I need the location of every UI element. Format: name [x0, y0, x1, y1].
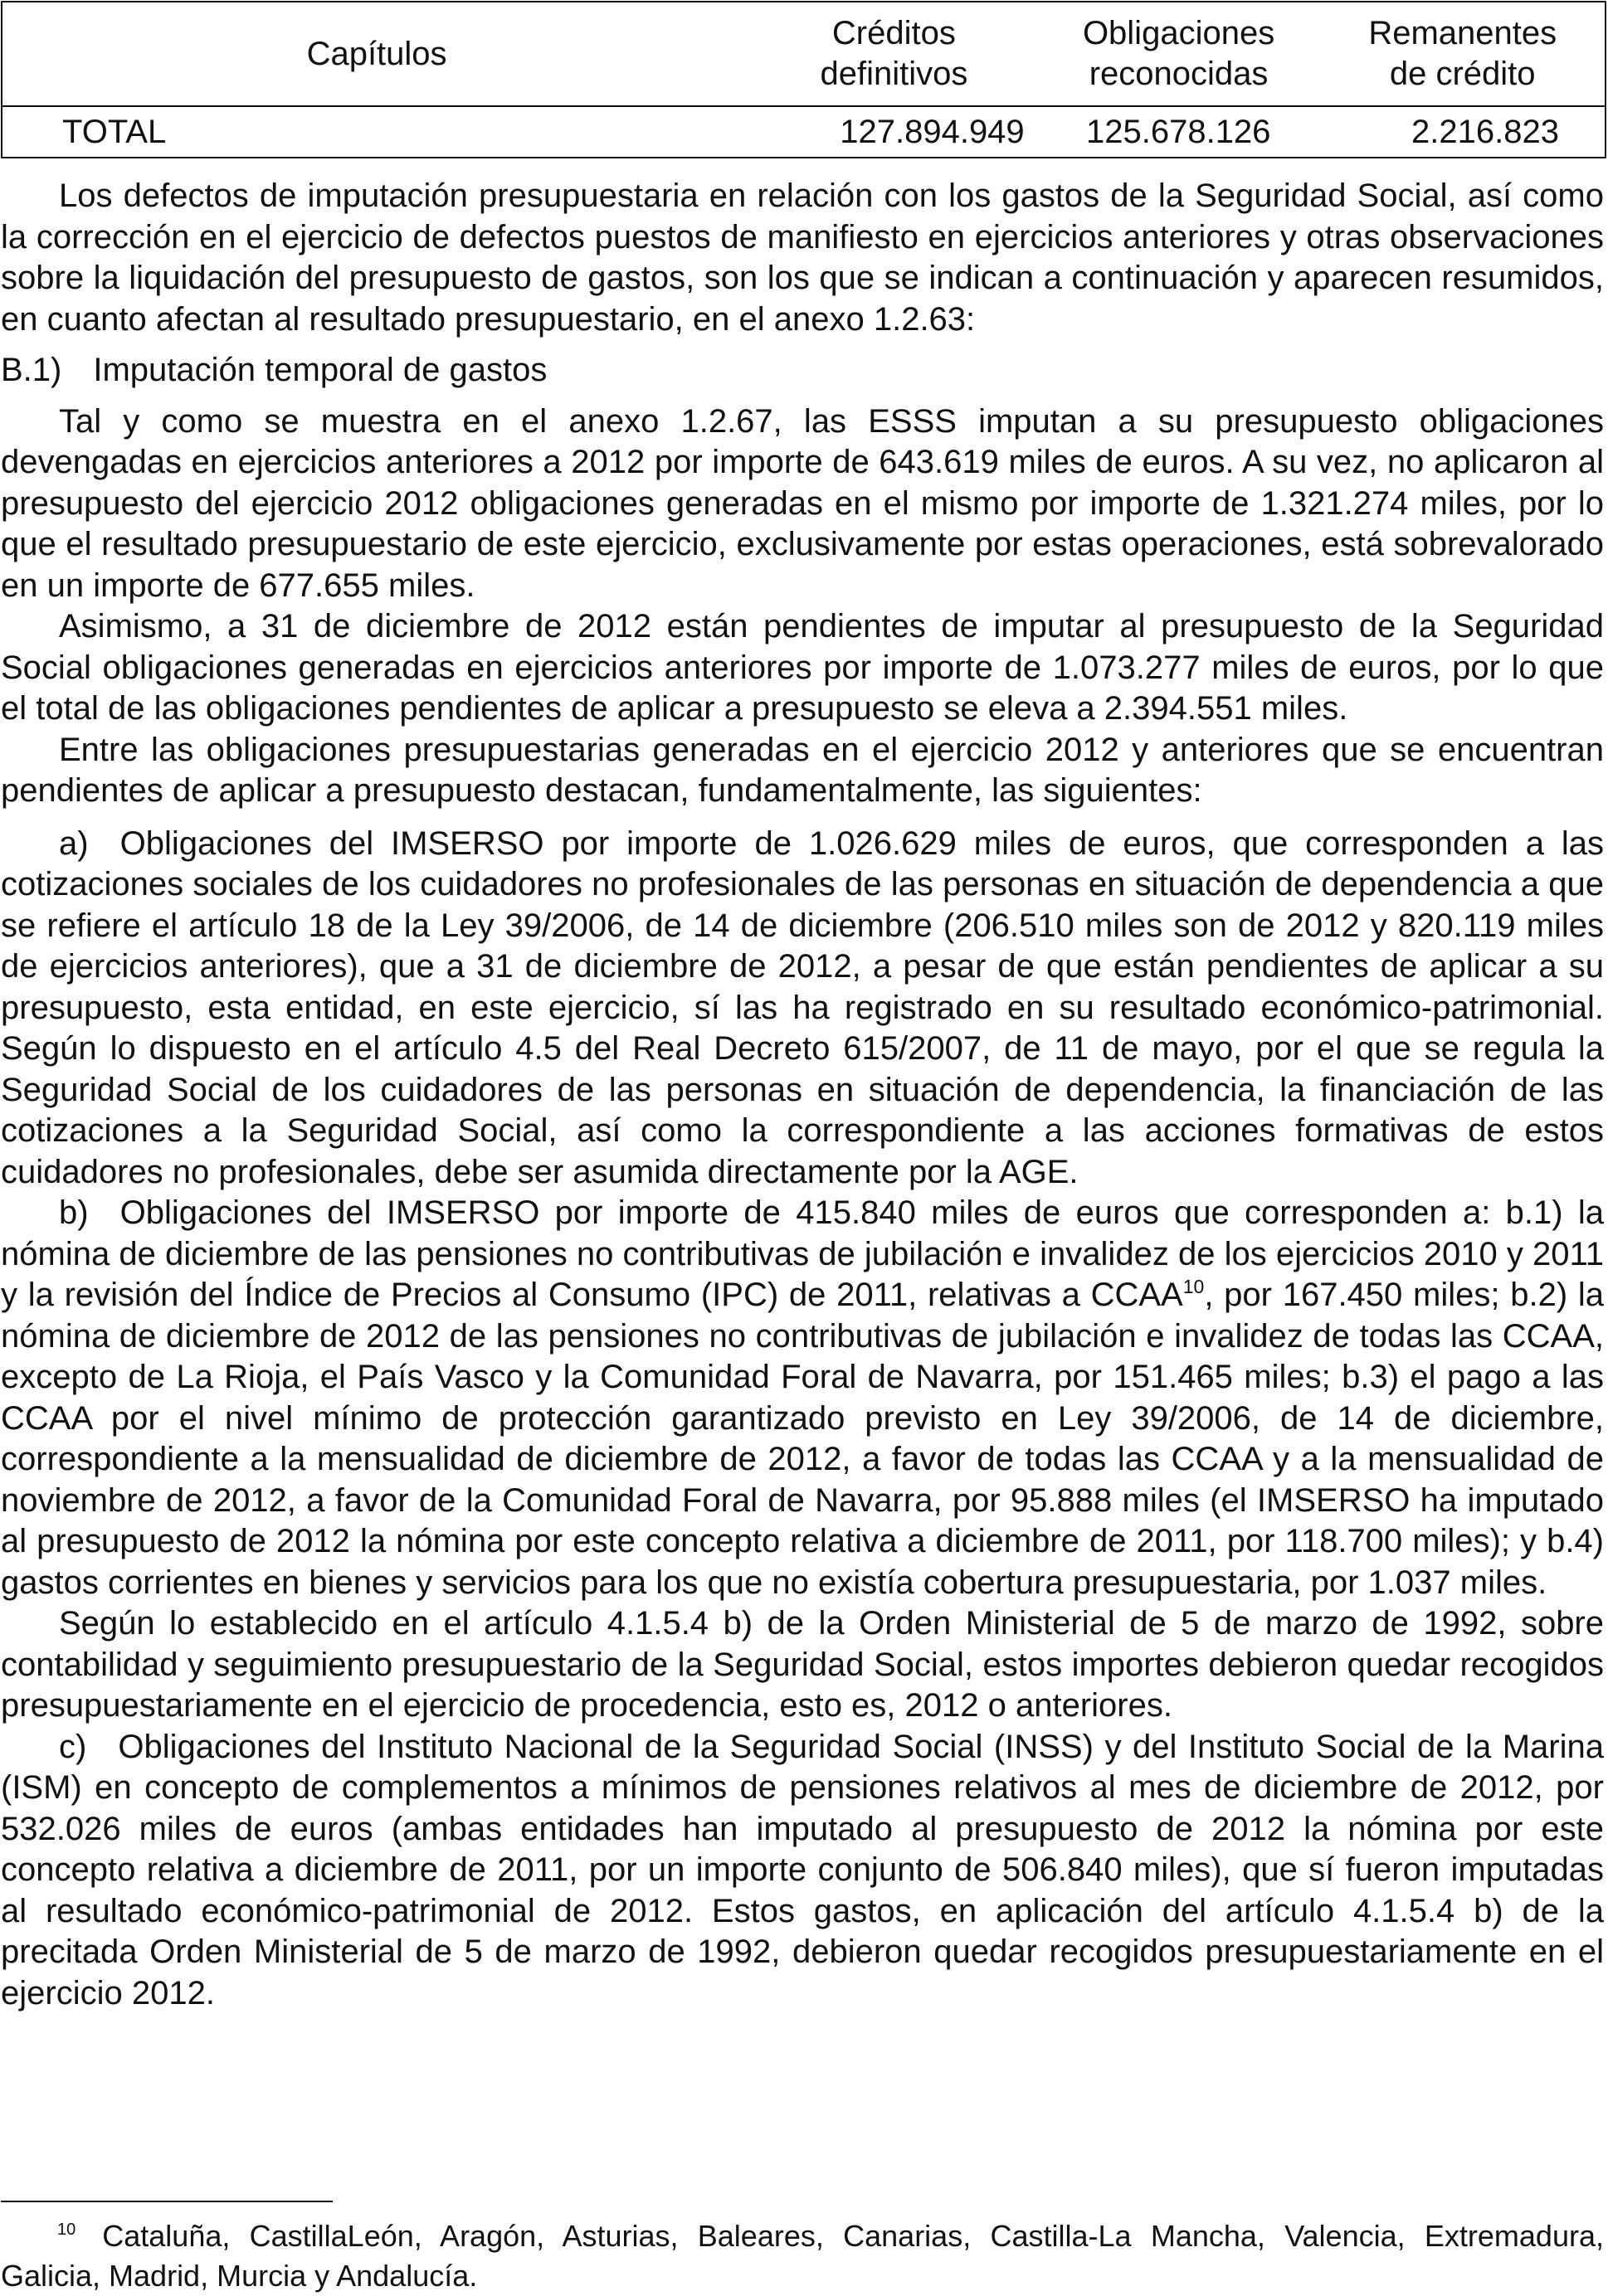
paragraph-obligaciones-destacadas: Entre las obligaciones presupuestarias generadas en el ejercicio 2012 y anteriores que se encuentran pendientes de aplicar a presupuesto destacan, fundamentalmente, las siguientes: — [1, 731, 1604, 809]
total-obligaciones-reconocidas: 125.678.126 — [1085, 114, 1271, 150]
item-b-text-1: Obligaciones del IMSERSO por importe de 415.840 miles de euros que corresponden a: b.1) la nómina de diciembre de las pensiones no contributivas de jubilación e invalidez de los ejercicios 2010 y 2011 y la revisión del Índice de Precios al Consumo (IPC) de 2011, relativas a CCAA — [1, 1194, 1604, 1313]
item-b-label: b) — [59, 1194, 89, 1231]
item-c-text: Obligaciones del Instituto Nacional de la Seguridad Social (INSS) y del Instituto Social de la Marina (ISM) en concepto de complementos a mínimos de pensiones relativos al mes de diciembre de 2012, por 532.026 miles de euros (ambas entidades han imputado al presupuesto de 2012 la nómina por este concepto relativa a diciembre de 2011, por un importe conjunto de 506.840 miles), que sí fueron imputadas al resultado económico-patrimonial de 2012. Estos gastos, en aplicación del artículo 4.1.5.4 b) de la precitada Orden Ministerial de 5 de marzo de 1992, debieron quedar recogidos presupuestariamente en el ejercicio 2012. — [1, 1728, 1604, 2011]
budget-summary-table — [1, 1, 1606, 158]
header-creditos-definitivos: Créditos definitivos — [751, 2, 1037, 106]
section-label: B.1) — [1, 352, 62, 388]
list-item-b — [1, 1193, 1604, 1603]
total-creditos-definitivos: 127.894.949 — [840, 114, 1025, 150]
paragraph-orden-ministerial: Según lo establecido en el artículo 4.1.5.4 b) de la Orden Ministerial de 5 de marzo de 1992, sobre contabilidad y seguimiento presupuestario de la Seguridad Social, estos importes debieron quedar recogidos presupuestariamente en el ejercicio de procedencia, esto es, 2012 o anteriores. — [1, 1605, 1604, 1724]
body-text — [1, 176, 1604, 2014]
section-heading — [1, 350, 1604, 392]
total-label: TOTAL — [62, 114, 167, 150]
intro-paragraph: Los defectos de imputación presupuestaria en relación con los gastos de la Seguridad Social, así como la corrección en el ejercicio de defectos puestos de manifiesto en ejercicios anteriores y otras observaciones sobre la liquidación del presupuesto de gastos, son los que se indican a continuación y aparecen resumidos, en cuanto afectan al resultado presupuestario, en el anexo 1.2.63: — [1, 178, 1604, 338]
item-a-text: Obligaciones del IMSERSO por importe de 1.026.629 miles de euros, que corresponden a las cotizaciones sociales de los cuidadores no profesionales de las personas en situación de dependencia a que se refiere el artículo 18 de la Ley 39/2006, de 14 de diciembre (206.510 miles son de 2012 y 820.119 miles de ejercicios anteriores), que a 31 de diciembre de 2012, a pesar de que están pendientes de aplicar a su presupuesto, esta entidad, en este ejercicio, sí las ha registrado en su resultado económico-patrimonial. Según lo dispuesto en el artículo 4.5 del Real Decreto 615/2007, de 11 de mayo, por el que se regula la Seguridad Social de los cuidadores de las personas en situación de dependencia, la financiación de las cotizaciones a la Seguridad Social, así como la correspondiente a las acciones formativas de estos cuidadores no profesionales, debe ser asumida directamente por la AGE. — [1, 825, 1604, 1190]
list-item-c — [1, 1727, 1604, 2015]
total-remanentes-de-credito: 2.216.823 — [1411, 114, 1559, 150]
header-obligaciones-reconocidas: Obligaciones reconocidas — [1037, 2, 1321, 106]
footnote-reference: 10 — [1182, 1276, 1205, 1297]
header-remanentes-de-credito: Remanentes de crédito — [1320, 2, 1606, 106]
paragraph-pendientes-imputar: Asimismo, a 31 de diciembre de 2012 están pendientes de imputar al presupuesto de la Seguridad Social obligaciones generadas en ejercicios anteriores por importe de 1.073.277 miles de euros, por lo que el total de las obligaciones pendientes de aplicar a presupuesto se eleva a 2.394.551 miles. — [1, 608, 1604, 727]
table-header-row — [2, 2, 1606, 106]
paragraph-anexo-1-2-67: Tal y como se muestra en el anexo 1.2.67, las ESSS imputan a su presupuesto obligaciones devengadas en ejercicios anteriores a 2012 por importe de 643.619 miles de euros. A su vez, no aplicaron al presupuesto del ejercicio 2012 obligaciones generadas en el mismo por importe de 1.321.274 miles, por lo que el resultado presupuestario de este ejercicio, exclusivamente por estas operaciones, está sobrevalorado en un importe de 677.655 miles. — [1, 402, 1604, 604]
list-item-a — [1, 824, 1604, 1194]
section-title: Imputación temporal de gastos — [93, 352, 548, 388]
footnote — [1, 2216, 1604, 2296]
item-a-label: a) — [59, 825, 89, 862]
item-c-label: c) — [59, 1728, 87, 1765]
footnote-text: Cataluña, CastillaLeón, Aragón, Asturias, Baleares, Canarias, Castilla-La Mancha, Valencia, Extremadura, Galicia, Madrid, Murcia y Andalucía. — [1, 2219, 1604, 2293]
table-row-total — [2, 106, 1606, 158]
item-b-text-2: , por 167.450 miles; b.2) la nómina de diciembre de 2012 de las pensiones no contributivas de jubilación e invalidez de todas las CCAA, excepto de La Rioja, el País Vasco y la Comunidad Foral de Navarra, por 151.465 miles; b.3) el pago a las CCAA por el nivel mínimo de protección garantizado previsto en Ley 39/2006, de 14 de diciembre, correspondiente a la mensualidad de diciembre de 2012, a favor de todas las CCAA y a la mensualidad de noviembre de 2012, a favor de la Comunidad Foral de Navarra, por 95.888 miles (el IMSERSO ha imputado al presupuesto de 2012 la nómina por este concepto relativa a diciembre de 2011, por 118.700 miles); y b.4) gastos corrientes en bienes y servicios para los que no existía cobertura presupuestaria, por 1.037 miles. — [1, 1277, 1604, 1601]
header-capitulos: Capítulos — [2, 2, 751, 106]
footnote-divider — [1, 2201, 333, 2202]
footnote-number: 10 — [57, 2221, 76, 2239]
